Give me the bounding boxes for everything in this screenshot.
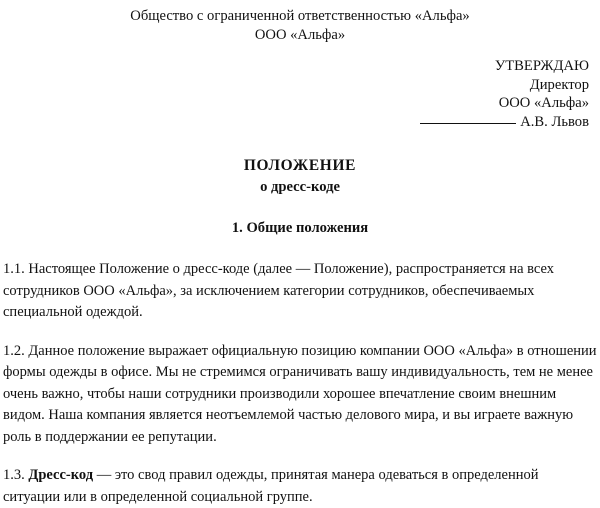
organization-header [3, 0, 597, 45]
paragraph-1-2: 1.2. Данное положение выражает официальную позицию компании ООО «Альфа» в отношении формы одежды в офисе. Мы не стремимся ограничивать вашу индивидуальность, тем не менее очень важно, чтобы наши сотрудники производили хорошее впечатление своим внешним видом. Наша компания является неотъемлемой частью делового мира, и вы играете важную роль в поддержании ее репутации. [3, 342, 597, 445]
approver-organization: ООО «Альфа» [498, 95, 589, 111]
signature-row [3, 113, 589, 132]
section-heading: 1. Общие положения [231, 220, 369, 236]
paragraph-1-3 [3, 465, 597, 508]
approver-name: А.В. Львов [520, 113, 589, 130]
approval-block [3, 57, 597, 131]
organization-short-name: ООО «Альфа» [254, 27, 346, 43]
paragraph-1-3-prefix: 1.3. [3, 467, 29, 483]
signature-line [420, 123, 516, 124]
paragraph-1-3-suffix: — это свод правил одежды, принятая манера одеваться в определенной ситуации или в определенной социальной группе. [3, 467, 539, 505]
document-body [3, 259, 597, 508]
paragraph-1-1: 1.1. Настоящее Положение о дресс-коде (далее — Положение), распространяется на всех сотрудников ООО «Альфа», за исключением категории сотрудников, обеспечиваемых специальной одеждой. [3, 261, 554, 320]
approval-stamp: УТВЕРЖДАЮ [494, 58, 589, 74]
organization-full-name: Общество с ограниченной ответственностью «Альфа» [130, 8, 470, 24]
approver-position: Директор [529, 76, 589, 93]
document-subtitle: о дресс-коде [260, 179, 340, 195]
document-title: ПОЛОЖЕНИЕ [243, 157, 357, 174]
dress-code-term: Дресс-код [28, 467, 94, 483]
